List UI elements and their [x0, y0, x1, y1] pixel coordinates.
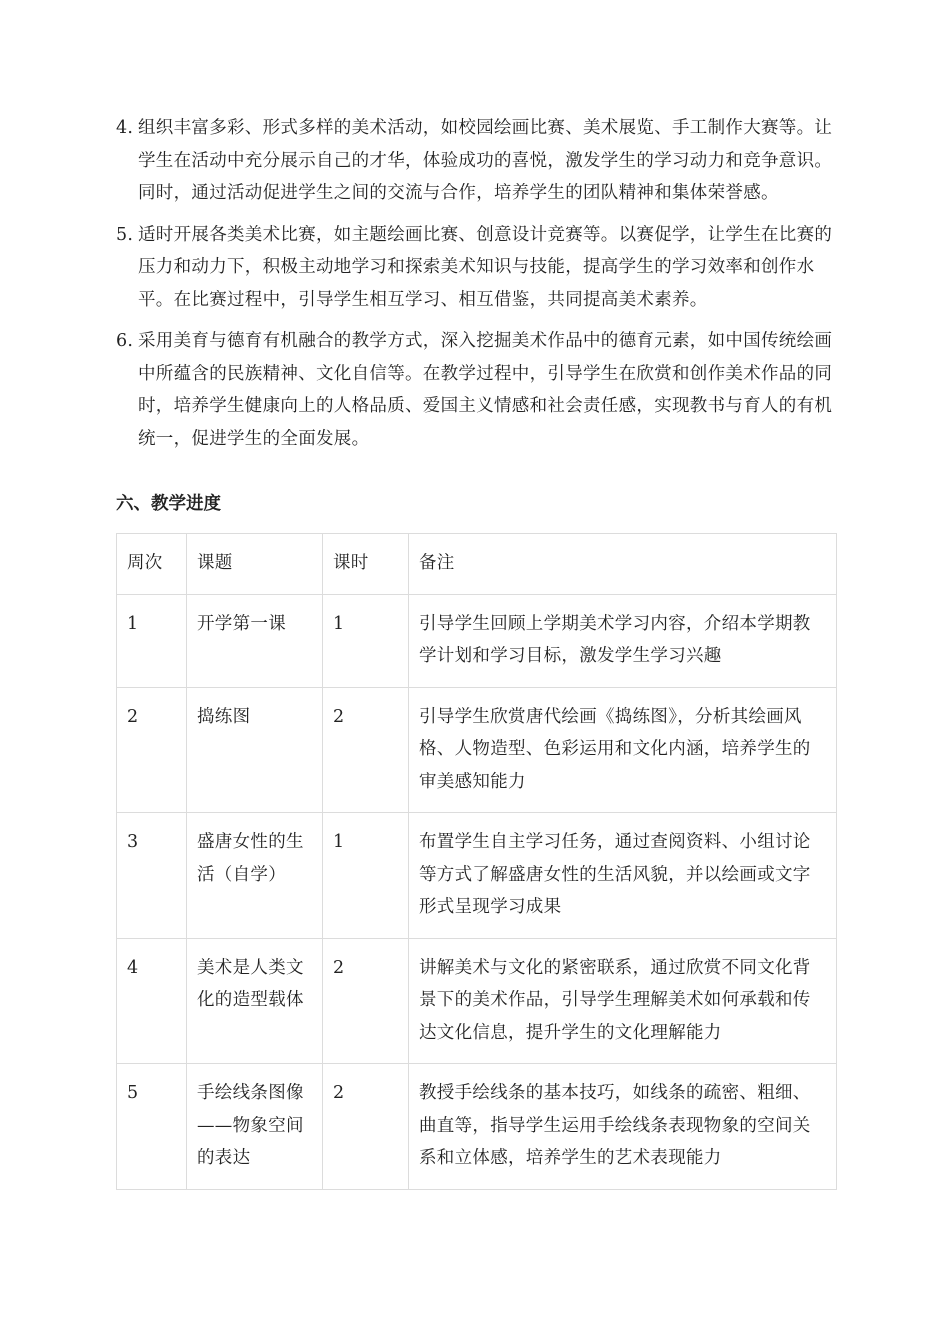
cell-week: 4 — [117, 938, 187, 1064]
list-number: 6. — [116, 331, 134, 351]
cell-topic: 盛唐女性的生活（自学） — [187, 813, 323, 939]
cell-hours: 2 — [323, 687, 409, 813]
list-text: 适时开展各类美术比赛，如主题绘画比赛、创意设计竞赛等。以赛促学，让学生在比赛的压力和动力下，积极主动地学习和探索美术知识与技能，提高学生的学习效率和创作水平。在比赛过程中，引导学生相互学习、相互借鉴，共同提高美术素养。 — [138, 224, 833, 310]
list-item-4 — [116, 112, 838, 210]
cell-topic: 手绘线条图像——物象空间的表达 — [187, 1064, 323, 1190]
cell-hours: 2 — [323, 1064, 409, 1190]
cell-note: 引导学生回顾上学期美术学习内容，介绍本学期教学计划和学习目标，激发学生学习兴趣 — [409, 594, 837, 687]
header-topic: 课题 — [187, 534, 323, 595]
section-title: 六、教学进度 — [116, 494, 221, 514]
table-header-row — [117, 534, 837, 595]
list-item-6 — [116, 325, 838, 455]
list-text: 采用美育与德育有机融合的教学方式，深入挖掘美术作品中的德育元素，如中国传统绘画中所蕴含的民族精神、文化自信等。在教学过程中，引导学生在欣赏和创作美术作品的同时，培养学生健康向上的人格品质、爱国主义情感和社会责任感，实现教书与育人的有机统一，促进学生的全面发展。 — [138, 331, 833, 449]
cell-topic: 开学第一课 — [187, 594, 323, 687]
cell-note: 讲解美术与文化的紧密联系，通过欣赏不同文化背景下的美术作品，引导学生理解美术如何承载和传达文化信息，提升学生的文化理解能力 — [409, 938, 837, 1064]
cell-week: 3 — [117, 813, 187, 939]
cell-topic: 美术是人类文化的造型载体 — [187, 938, 323, 1064]
header-hours: 课时 — [323, 534, 409, 595]
cell-week: 5 — [117, 1064, 187, 1190]
list-number: 5. — [116, 224, 134, 245]
table-row — [117, 594, 837, 687]
list-text: 组织丰富多彩、形式多样的美术活动，如校园绘画比赛、美术展览、手工制作大赛等。让学生在活动中充分展示自己的才华，体验成功的喜悦，激发学生的学习动力和竞争意识。同时，通过活动促进学生之间的交流与合作，培养学生的团队精神和集体荣誉感。 — [138, 118, 833, 203]
table-row — [117, 813, 837, 939]
table-row — [117, 938, 837, 1064]
cell-hours: 2 — [323, 938, 409, 1064]
cell-week: 2 — [117, 687, 187, 813]
table-row — [117, 1064, 837, 1190]
cell-note: 教授手绘线条的基本技巧，如线条的疏密、粗细、曲直等，指导学生运用手绘线条表现物象的空间关系和立体感，培养学生的艺术表现能力 — [409, 1064, 837, 1190]
header-note: 备注 — [409, 534, 837, 595]
cell-topic: 捣练图 — [187, 687, 323, 813]
header-week: 周次 — [117, 534, 187, 595]
cell-note: 引导学生欣赏唐代绘画《捣练图》，分析其绘画风格、人物造型、色彩运用和文化内涵，培养学生的审美感知能力 — [409, 687, 837, 813]
schedule-table — [116, 533, 837, 1190]
list-number: 4. — [116, 118, 134, 138]
cell-hours: 1 — [323, 813, 409, 939]
document-page — [116, 112, 838, 1190]
cell-week: 1 — [117, 594, 187, 687]
list-item-5 — [116, 219, 838, 317]
table-row — [117, 687, 837, 813]
cell-note: 布置学生自主学习任务，通过查阅资料、小组讨论等方式了解盛唐女性的生活风貌，并以绘画或文字形式呈现学习成果 — [409, 813, 837, 939]
cell-hours: 1 — [323, 594, 409, 687]
